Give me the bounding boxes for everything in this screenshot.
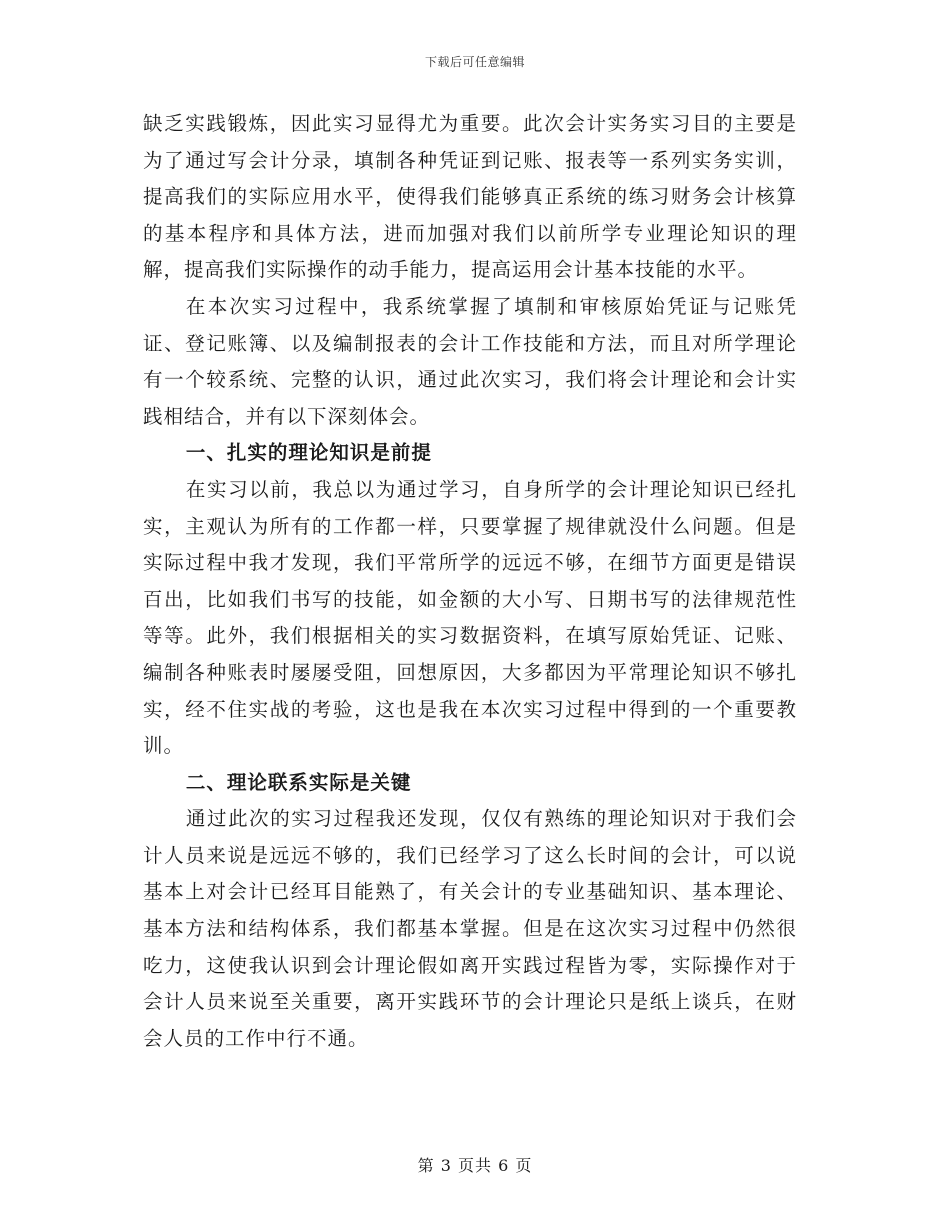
page-number: 第 3 页共 6 页 <box>417 1156 533 1175</box>
page-header: 下载后可任意编辑 <box>424 55 525 69</box>
section-heading: 二、理论联系实际是关键 <box>185 770 412 794</box>
section-heading: 一、扎实的理论知识是前提 <box>185 441 432 465</box>
paragraph: 缺乏实践锻炼，因此实习显得尤为重要。此次会计实务实习目的主要是为了通过写会计分录，填制各种凭证到记账、报表等一系列实务实训，提高我们的实际应用水平，使得我们能够真正系统的练习财务会计核算的基本程序和具体方法，进而加强对我们以前所学专业理论知识的理解，提高我们实际操作的动手能力，提高运用会计基本技能的水平。 <box>143 112 797 282</box>
paragraph: 在本次实习过程中，我系统掌握了填制和审核原始凭证与记账凭证、登记账簿、以及编制报表的会计工作技能和方法，而且对所学理论有一个较系统、完整的认识，通过此次实习，我们将会计理论和会计实践相结合，并有以下深刻体会。 <box>143 294 797 428</box>
document-body <box>143 106 797 1057</box>
paragraph: 在实习以前，我总以为通过学习，自身所学的会计理论知识已经扎实，主观认为所有的工作都一样，只要掌握了规律就没什么问题。但是实际过程中我才发现，我们平常所学的远远不够，在细节方面更是错误百出，比如我们书写的技能，如金额的大小写、日期书写的法律规范性等等。此外，我们根据相关的实习数据资料，在填写原始凭证、记账、编制各种账表时屡屡受阻，回想原因，大多都因为平常理论知识不够扎实，经不住实战的考验，这也是我在本次实习过程中得到的一个重要教训。 <box>143 477 797 758</box>
paragraph: 通过此次的实习过程我还发现，仅仅有熟练的理论知识对于我们会计人员来说是远远不够的，我们已经学习了这么长时间的会计，可以说基本上对会计已经耳目能熟了，有关会计的专业基础知识、基本理论、基本方法和结构体系，我们都基本掌握。但是在这次实习过程中仍然很吃力，这使我认识到会计理论假如离开实践过程皆为零，实际操作对于会计人员来说至关重要，离开实践环节的会计理论只是纸上谈兵，在财会人员的工作中行不通。 <box>143 807 797 1050</box>
